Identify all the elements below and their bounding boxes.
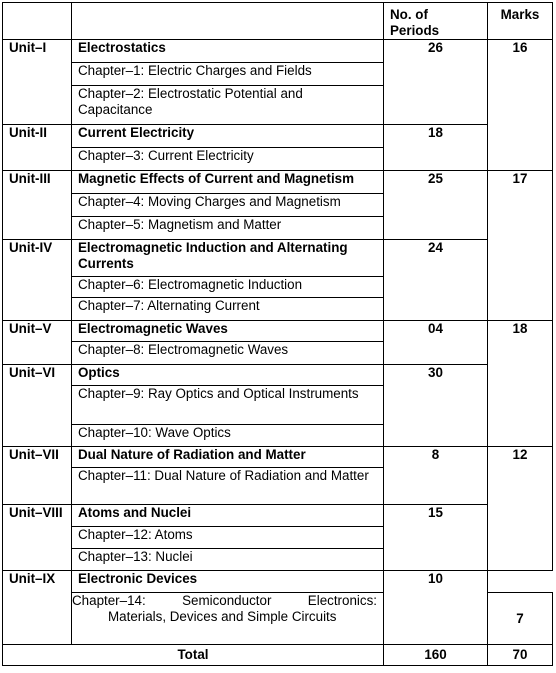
unit-title: Atoms and Nuclei xyxy=(72,505,384,527)
unit-title: Magnetic Effects of Current and Magnetism xyxy=(72,171,384,194)
chapter-label: Chapter–10: Wave Optics xyxy=(72,425,384,447)
chapter-label: Chapter–11: Dual Nature of Radiation and Matter xyxy=(72,468,384,505)
chapter-label: Chapter–13: Nuclei xyxy=(72,549,384,571)
total-label: Total xyxy=(3,645,384,666)
unit-row xyxy=(3,365,553,386)
unit-title: Optics xyxy=(72,365,384,386)
unit-label: Unit-III xyxy=(3,171,72,240)
unit-title: Electromagnetic Induction and Alternating Currents xyxy=(72,240,384,277)
unit-label: Unit-IV xyxy=(3,240,72,321)
unit-label: Unit–V xyxy=(3,321,72,365)
chapter-label: Chapter–3: Current Electricity xyxy=(72,148,384,171)
total-row xyxy=(3,645,553,666)
unit-row xyxy=(3,125,553,148)
unit-row xyxy=(3,447,553,468)
periods-value: 04 xyxy=(384,321,488,365)
unit-title: Electromagnetic Waves xyxy=(72,321,384,342)
unit-row xyxy=(3,171,553,194)
unit-label: Unit–VI xyxy=(3,365,72,447)
chapter-label: Chapter–1: Electric Charges and Fields xyxy=(72,63,384,86)
chapter-label-line1: Chapter–14: Semiconductor Electronics: xyxy=(72,593,377,608)
unit-label: Unit–IX xyxy=(3,571,72,645)
chapter-label: Chapter–4: Moving Charges and Magnetism xyxy=(72,194,384,217)
unit-row xyxy=(3,40,553,63)
total-periods: 160 xyxy=(384,645,488,666)
unit-title: Current Electricity xyxy=(72,125,384,148)
unit-row xyxy=(3,321,553,342)
unit-label: Unit–I xyxy=(3,40,72,125)
chapter-label: Chapter–9: Ray Optics and Optical Instruments xyxy=(72,386,384,425)
periods-value: 15 xyxy=(384,505,488,571)
header-topic-cell xyxy=(72,3,384,40)
header-marks: Marks xyxy=(488,3,553,40)
chapter-label: Chapter–2: Electrostatic Potential and Capacitance xyxy=(72,86,384,125)
unit-row xyxy=(3,240,553,277)
header-periods: No. of Periods xyxy=(384,3,488,40)
unit-label: Unit-II xyxy=(3,125,72,171)
header-unit-cell xyxy=(3,3,72,40)
periods-value: 18 xyxy=(384,125,488,171)
marks-value: 7 xyxy=(488,593,553,645)
periods-value: 24 xyxy=(384,240,488,321)
chapter-label: Chapter–8: Electromagnetic Waves xyxy=(72,342,384,365)
marks-value: 16 xyxy=(488,40,553,171)
periods-value: 10 xyxy=(384,571,488,645)
syllabus-table xyxy=(2,2,553,666)
periods-value: 8 xyxy=(384,447,488,505)
periods-value: 25 xyxy=(384,171,488,240)
marks-value: 12 xyxy=(488,447,553,571)
periods-value: 30 xyxy=(384,365,488,447)
unit-title: Dual Nature of Radiation and Matter xyxy=(72,447,384,468)
periods-value: 26 xyxy=(384,40,488,125)
unit-title: Electronic Devices xyxy=(72,571,384,593)
header-row xyxy=(3,3,553,40)
total-marks: 70 xyxy=(488,645,553,666)
unit-row xyxy=(3,505,553,527)
marks-value: 17 xyxy=(488,171,553,321)
chapter-label: Chapter–12: Atoms xyxy=(72,527,384,549)
chapter-label-rest: Materials, Devices and Simple Circuits xyxy=(108,608,337,624)
chapter-cell xyxy=(72,593,384,645)
chapter-label: Chapter–7: Alternating Current xyxy=(72,298,384,321)
marks-value: 18 xyxy=(488,321,553,447)
chapter-label: Chapter–6: Electromagnetic Induction xyxy=(72,277,384,298)
unit-row xyxy=(3,571,553,593)
unit-label: Unit–VII xyxy=(3,447,72,505)
unit-label: Unit–VIII xyxy=(3,505,72,571)
unit-title: Electrostatics xyxy=(72,40,384,63)
chapter-label: Chapter–5: Magnetism and Matter xyxy=(72,217,384,240)
